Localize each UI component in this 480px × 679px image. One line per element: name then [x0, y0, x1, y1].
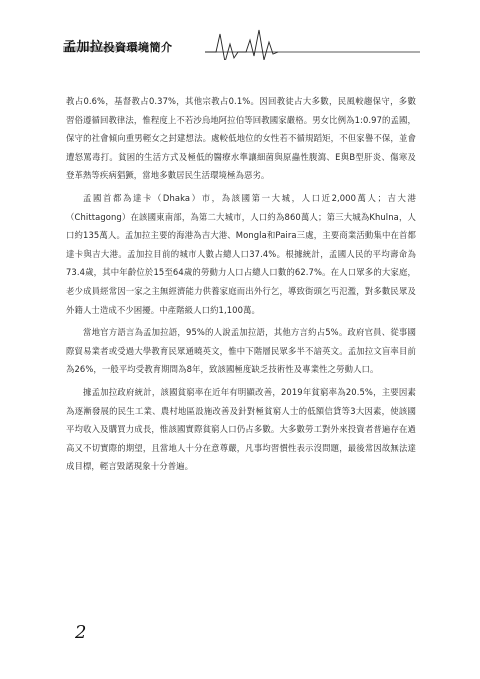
paragraph-poverty: 據孟加拉政府統計，該國貧窮率在近年有明顯改善，2019年貧窮率為20.5%，主要因素為逐漸發展的民生工業、農村地區設施改善及針對極貧窮人士的低額信貸等3大因素，使該國平均收入及購買力成長，惟該國實際貧窮人口仍占多數。大多數勞工對外來投資者普遍存在過高又不切實際的期望，且當地人十分在意尊嚴，凡事均習慣性表示沒問題，最後常因故無法達成目標，輕言毀諾現象十分普遍。 [66, 386, 416, 472]
page-header [0, 0, 480, 60]
header-title [63, 36, 173, 55]
page-number: 2 [75, 622, 87, 643]
paragraph-religion: 教占0.6%，基督教占0.37%，其他宗教占0.1%。因回教徒占大多數，民風較趨保守，多數習俗遵循回教律法，惟程度上不若沙烏地阿拉伯等回教國家嚴格。男女比例為1:0.97的孟國，保守的社會傾向重男輕女之封建想法。處較低地位的女性若不循規蹈矩，不但家譽不保，並會遭怒罵毒打。貧困的生活方式及極低的醫療水準讓細菌與原蟲性腹瀉、E與B型肝炎、傷寒及登革熱等疾病猖獗，當地多數居民生活環境極為惡劣。 [66, 96, 416, 181]
paragraph-cities: 孟國首都為達卡（Dhaka）市，為該國第一大城，人口近2,000萬人；吉大港（Chittagong）在該國東南部，為第二大城市，人口約為860萬人；第三大城為Khulna，人口約135萬人。孟加拉主要的海港為吉大港、Mongla和Paira三處，主要商業活動集中在首都達卡與吉大港。孟加拉目前的城市人數占總人口37.4%。根據統計，孟國人民的平均壽命為73.4歲，其中年齡位於15至64歲的勞動力人口占總人口數的62.7%。在人口眾多的大家庭，老少成員經常因一家之主無經濟能力供養家庭而出外行乞，導致街頭乞丐氾濫，對多數民眾及外籍人士造成不少困擾。中產階級人口約1,100萬。 [66, 192, 416, 315]
heartbeat-wave-icon [205, 30, 278, 60]
body-text [66, 92, 416, 476]
paragraph-language: 當地官方語言為孟加拉語，95%的人說孟加拉語，其他方言約占5%。政府官員、從事國際貿易業者或受過大學教育民眾通曉英文，惟中下階層民眾多半不諳英文。孟加拉文盲率目前為26%，一般平均受教育期間為8年，致該國極度缺乏技術性及專業性之勞動人口。 [66, 327, 416, 375]
header-title-main: 孟加拉 [63, 40, 104, 55]
header-title-sub: 投資環境簡介 [103, 41, 173, 54]
